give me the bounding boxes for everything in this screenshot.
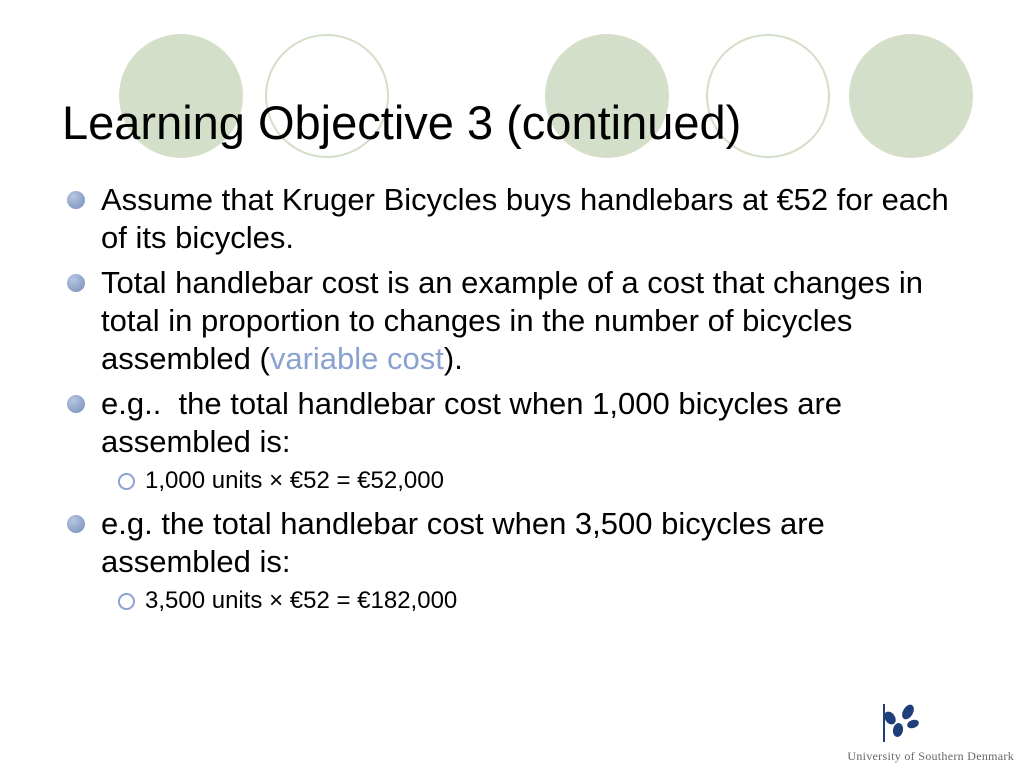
bullet-item	[64, 181, 969, 257]
bullet-icon	[67, 515, 85, 533]
bullet-item	[64, 264, 969, 378]
sub-bullet-item	[64, 465, 969, 497]
decor-circle	[849, 34, 973, 158]
bullet-text: e.g.. the total handlebar cost when 1,000 bicycles are assembled is:	[101, 386, 851, 459]
university-leaf-icon	[882, 702, 922, 744]
sub-bullet-icon	[118, 473, 135, 490]
logo-text: University of Southern Denmark	[847, 749, 1014, 763]
variable-cost-term: variable cost	[269, 341, 444, 376]
bullet-item	[64, 505, 969, 581]
sub-bullet-text: 1,000 units × €52 = €52,000	[145, 467, 444, 494]
bullet-icon	[67, 191, 85, 209]
bullet-list	[64, 181, 969, 625]
bullet-text: Assume that Kruger Bicycles buys handlebars at €52 for each of its bicycles.	[101, 182, 949, 255]
sub-bullet-item	[64, 585, 969, 617]
university-logo	[814, 702, 1014, 764]
bullet-icon	[67, 274, 85, 292]
bullet-icon	[67, 395, 85, 413]
bullet-text-end: ).	[443, 341, 463, 376]
bullet-text: e.g. the total handlebar cost when 3,500 bicycles are assembled is:	[101, 506, 825, 579]
sub-bullet-text: 3,500 units × €52 = €182,000	[145, 587, 458, 614]
sub-bullet-icon	[118, 593, 135, 610]
bullet-item	[64, 385, 969, 461]
bullet-text: Total handlebar cost is an example of a cost that changes in total in proportion to changes in the number of bicycles assembled (	[101, 265, 923, 376]
slide-title: Learning Objective 3 (continued)	[62, 96, 742, 149]
